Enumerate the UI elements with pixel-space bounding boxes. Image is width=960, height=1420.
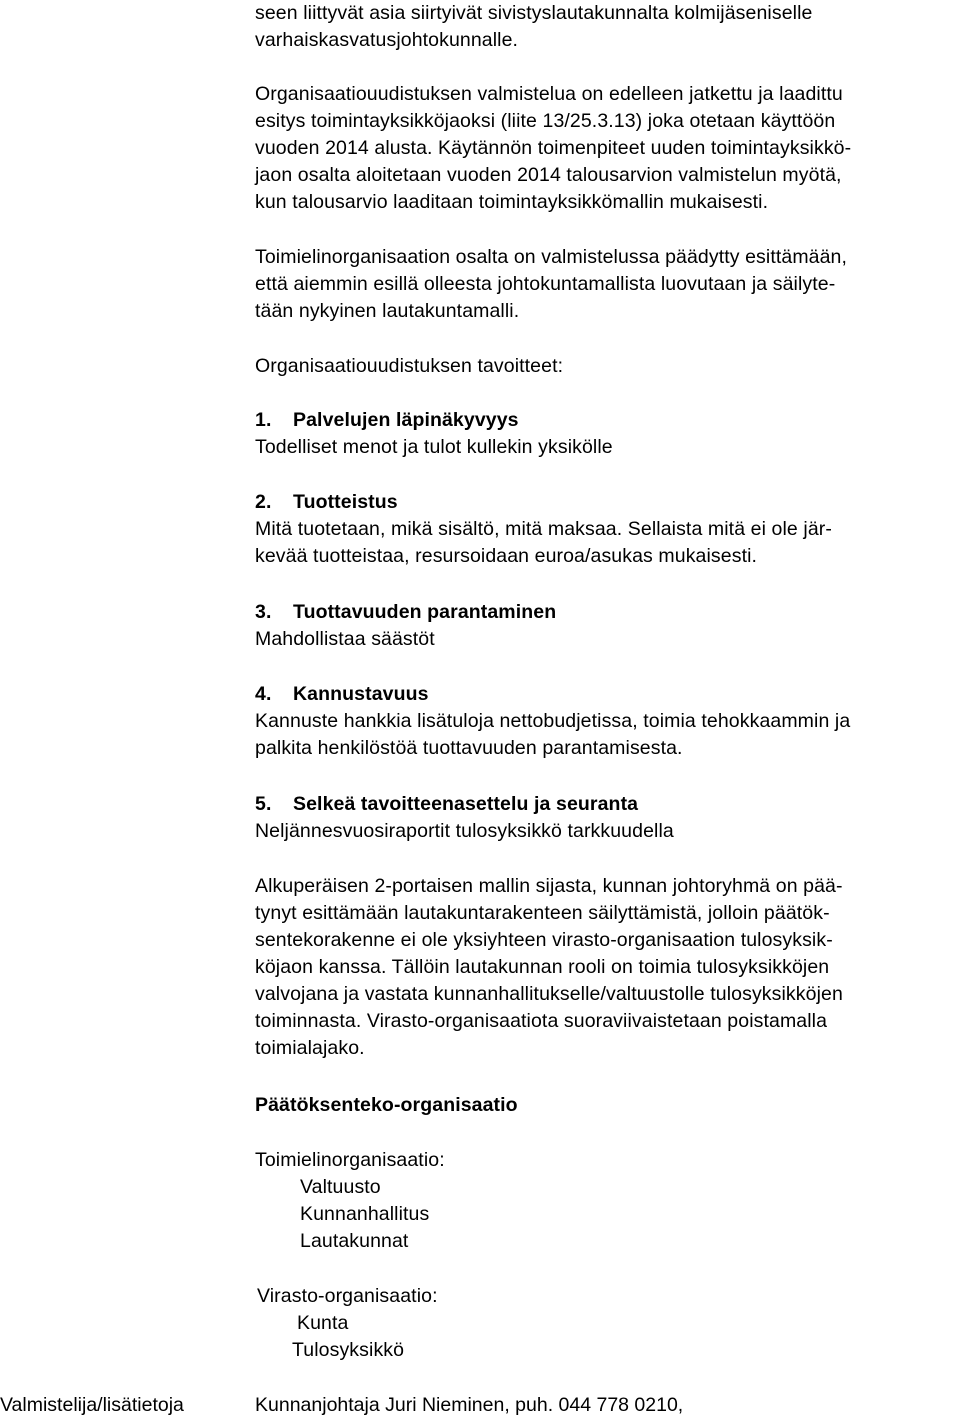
paragraph-line: toimialajako. xyxy=(255,1037,365,1059)
goal-title xyxy=(255,407,519,434)
goal-title xyxy=(255,489,398,516)
paragraph-line: varhaiskasvatusjohtokunnalle. xyxy=(255,29,519,51)
paragraph-line: tynyt esittämään lautakuntarakenteen säilyttämistä, jolloin päätök- xyxy=(255,902,830,924)
office-item: Kunta xyxy=(297,1312,349,1334)
goal-description: Todelliset menot ja tulot kullekin yksikölle xyxy=(255,436,613,458)
body-item: Kunnanhallitus xyxy=(300,1203,430,1225)
office-label: Virasto-organisaatio: xyxy=(257,1285,438,1307)
goals-heading: Organisaatiouudistuksen tavoitteet: xyxy=(255,355,564,377)
body-item: Valtuusto xyxy=(300,1176,381,1198)
footer-value: Kunnanjohtaja Juri Nieminen, puh. 044 778 0210, xyxy=(255,1394,684,1416)
goal-description: Mahdollistaa säästöt xyxy=(255,628,435,650)
footer-label: Valmistelija/lisätietoja xyxy=(0,1394,184,1416)
paragraph-line: köjaon kanssa. Tällöin lautakunnan rooli on toimia tulosyksikköjen xyxy=(255,956,830,978)
goal-title xyxy=(255,599,556,626)
goal-description: Kannuste hankkia lisätuloja nettobudjetissa, toimia tehokkaammin ja xyxy=(255,710,851,732)
goal-number: 2. xyxy=(255,491,272,513)
goal-description: palkita henkilöstöä tuottavuuden parantamisesta. xyxy=(255,737,683,759)
paragraph-line: Toimielinorganisaation osalta on valmistelussa päädytty esittämään, xyxy=(255,246,848,268)
goal-number: 5. xyxy=(255,793,272,815)
goal-number: 3. xyxy=(255,601,272,623)
goal-title xyxy=(255,681,429,708)
body-item: Lautakunnat xyxy=(300,1230,409,1252)
goal-number: 1. xyxy=(255,409,272,431)
section-heading: Päätöksenteko-organisaatio xyxy=(255,1094,518,1116)
paragraph-line: esitys toimintayksikköjaoksi (liite 13/25.3.13) joka otetaan käyttöön xyxy=(255,110,836,132)
goal-title xyxy=(255,791,638,818)
goal-description: Mitä tuotetaan, mikä sisältö, mitä maksaa. Sellaista mitä ei ole jär- xyxy=(255,518,832,540)
paragraph-line: seen liittyvät asia siirtyivät sivistyslautakunnalta kolmijäseniselle xyxy=(255,2,813,24)
paragraph-line: että aiemmin esillä olleesta johtokuntamallista luovutaan ja säilyte- xyxy=(255,273,836,295)
goal-title-text: Tuotteistus xyxy=(293,491,398,513)
goal-description: Neljännesvuosiraportit tulosyksikkö tarkkuudella xyxy=(255,820,674,842)
goal-number: 4. xyxy=(255,683,272,705)
paragraph-line: Alkuperäisen 2-portaisen mallin sijasta, kunnan johtoryhmä on pää- xyxy=(255,875,843,897)
paragraph-line: tään nykyinen lautakuntamalli. xyxy=(255,300,520,322)
paragraph-line: vuoden 2014 alusta. Käytännön toimenpiteet uuden toimintayksikkö- xyxy=(255,137,852,159)
paragraph-line: kun talousarvio laaditaan toimintayksikkömallin mukaisesti. xyxy=(255,191,769,213)
office-item: Tulosyksikkö xyxy=(292,1339,405,1361)
paragraph-line: valvojana ja vastata kunnanhallitukselle/valtuustolle tulosyksikköjen xyxy=(255,983,843,1005)
paragraph-line: Organisaatiouudistuksen valmistelua on edelleen jatkettu ja laadittu xyxy=(255,83,843,105)
goal-title-text: Kannustavuus xyxy=(293,683,429,705)
goal-title-text: Tuottavuuden parantaminen xyxy=(293,601,557,623)
goal-title-text: Palvelujen läpinäkyvyys xyxy=(293,409,519,431)
paragraph-line: toiminnasta. Virasto-organisaatiota suoraviivaistetaan poistamalla xyxy=(255,1010,828,1032)
paragraph-line: jaon osalta aloitetaan vuoden 2014 talousarvion valmistelun myötä, xyxy=(255,164,842,186)
bodies-label: Toimielinorganisaatio: xyxy=(255,1149,445,1171)
goal-title-text: Selkeä tavoitteenasettelu ja seuranta xyxy=(293,793,639,815)
paragraph-line: sentekorakenne ei ole yksiyhteen virasto-organisaation tulosyksik- xyxy=(255,929,833,951)
goal-description: kevää tuotteistaa, resursoidaan euroa/asukas mukaisesti. xyxy=(255,545,758,567)
